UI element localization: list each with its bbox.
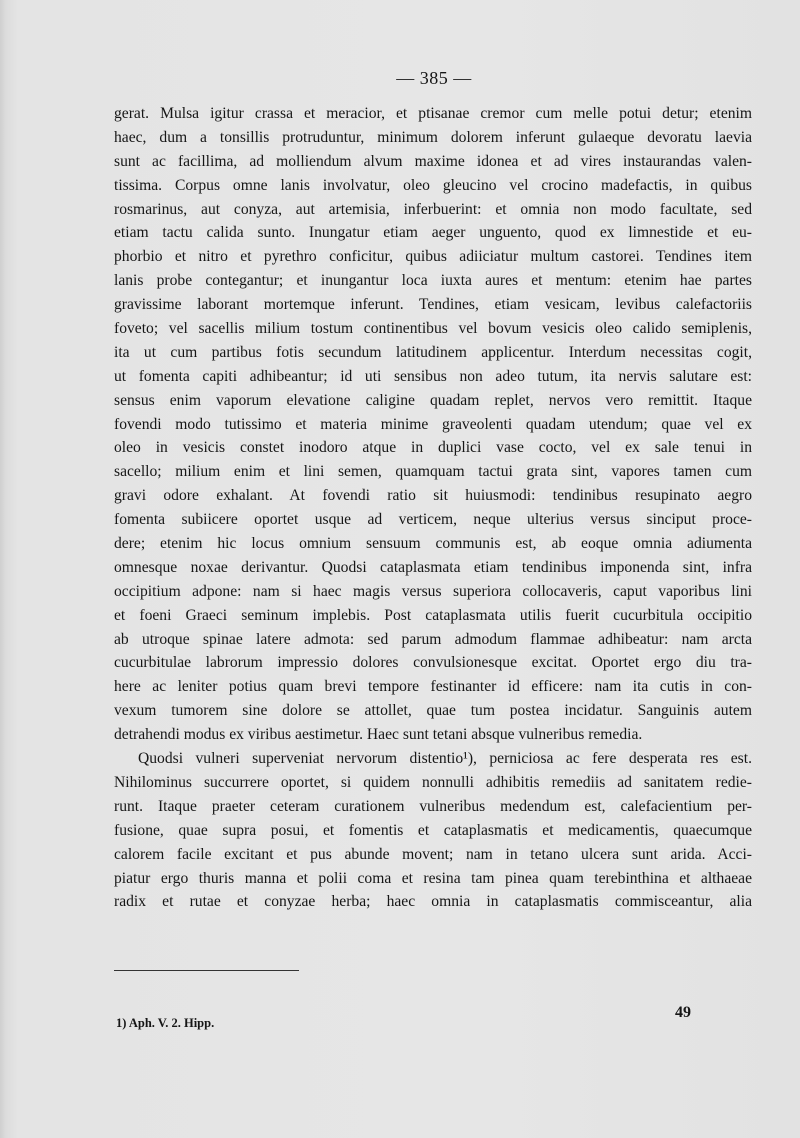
text-line: tissima. Corpus omne lanis involvatur, oleo gleucino vel crocino madefactis, in quibus [114,176,752,194]
text-line: gravissime laborant mortemque inferunt. Tendines, etiam vesicam, levibus calefactoriis [114,296,752,314]
body-text [114,102,752,914]
text-line: radix et rutae et conyzae herba; haec omnia in cataplasmatis commisceantur, alia [114,893,752,911]
text-line: gerat. Mulsa igitur crassa et meracior, et ptisanae cremor cum melle potui detur; etenim [114,105,752,122]
text-line: occipitium adpone: nam si haec magis versus superiora collocaveris, caput vaporibus lini [114,582,752,600]
text-line: vexum tumorem sine dolore se attollet, quae tum postea incidatur. Sanguinis autem [114,702,752,720]
text-line: calorem facile excitant et pus abunde movent; nam in tetano ulcera sunt arida. Acci- [114,845,752,863]
text-line: dere; etenim hic locus omnium sensuum communis est, ab eoque omnia adiumenta [114,535,752,553]
footnote-divider [114,970,299,971]
text-line: Nihilominus succurrere oportet, si quidem nonnulli adhibitis remediis ad sanitatem redie- [114,773,752,791]
text-line: ita ut cum partibus fotis secundum latitudinem applicentur. Interdum necessitas cogit, [114,343,752,361]
text-line: gravi odore exhalant. At fovendi ratio sit huiusmodi: tendinibus resupinato aegro [114,487,752,505]
text-line: piatur ergo thuris manna et polii coma et resina tam pinea quam terebinthina et althaeae [114,869,752,887]
text-line: ab utroque spinae latere admota: sed parum admodum flammae adhibeatur: nam arcta [114,630,752,648]
text-line: detrahendi modus ex viribus aestimetur. Haec sunt tetani absque vulneribus remedia. [114,726,643,744]
text-line: oleo in vesicis constet inodoro atque in duplici vase cocto, vel ex sale tenui in [114,439,752,457]
text-line: sunt ac facillima, ad molliendum alvum maxime idonea et ad vires instaurandas valen- [114,152,752,170]
text-line: fomenta subiicere oportet usque ad verticem, neque ulterius versus sinciput proce- [114,511,752,529]
text-line: cucurbitulae labrorum impressio dolores convulsionesque excitat. Oportet ergo diu tra- [114,654,752,672]
text-line: et foeni Graeci seminum implebis. Post cataplasmata utilis fuerit cucurbitula occipitio [114,606,752,624]
text-line: ut fomenta capiti adhibeantur; id uti sensibus non adeo tutum, ita nervis salutare est: [114,367,752,385]
text-line: haec, dum a tonsillis protruduntur, minimum dolorem inferunt gulaeque devoratu laevia [114,128,752,146]
paragraph-first-line: Quodsi vulneri superveniat nervorum distentio¹), perniciosa ac fere desperata res est. [138,750,752,768]
text-line: foveto; vel sacellis milium tostum continentibus vel bovum vesicis oleo calido semiplenis, [114,320,752,338]
signature-mark: 49 [675,1004,691,1021]
text-line: fusione, quae supra posui, et fomentis et cataplasmatis et medicamentis, quaecumque [114,821,752,839]
text-line: phorbio et nitro et pyrethro conficitur, quibus adiiciatur multum castorei. Tendines item [114,248,752,266]
text-line: sacello; milium enim et lini semen, quamquam tactui grata sint, vapores tamen cum [114,463,752,481]
text-line: runt. Itaque praeter ceteram curationem vulneribus medendum est, calefacientium per- [114,797,752,815]
text-line: rosmarinus, aut conyza, aut artemisia, inferbuerint: et omnia non modo facultate, sed [114,200,752,218]
footnote: 1) Aph. V. 2. Hipp. [116,1016,215,1030]
text-line: omnesque noxae derivantur. Quodsi cataplasmata etiam tendinibus imponenda sint, infra [114,558,752,576]
text-line: etiam tactu calida sunto. Inungatur etiam aeger unguento, quod ex limnestide et eu- [114,224,752,242]
text-line: sensus enim vaporum elevatione caligine quadam replet, nervos vero remittit. Itaque [114,391,752,409]
text-line: fovendi modo tutissimo et materia minime graveolenti quadam utendum; quae vel ex [114,415,752,433]
text-line: here ac leniter potius quam brevi tempore festinanter id efficere: nam ita cutis in con- [114,678,752,696]
text-line: lanis probe contegantur; et inungantur loca iuxta aures et mentum: etenim hae partes [114,272,752,290]
page-number: — 385 — [396,68,472,88]
